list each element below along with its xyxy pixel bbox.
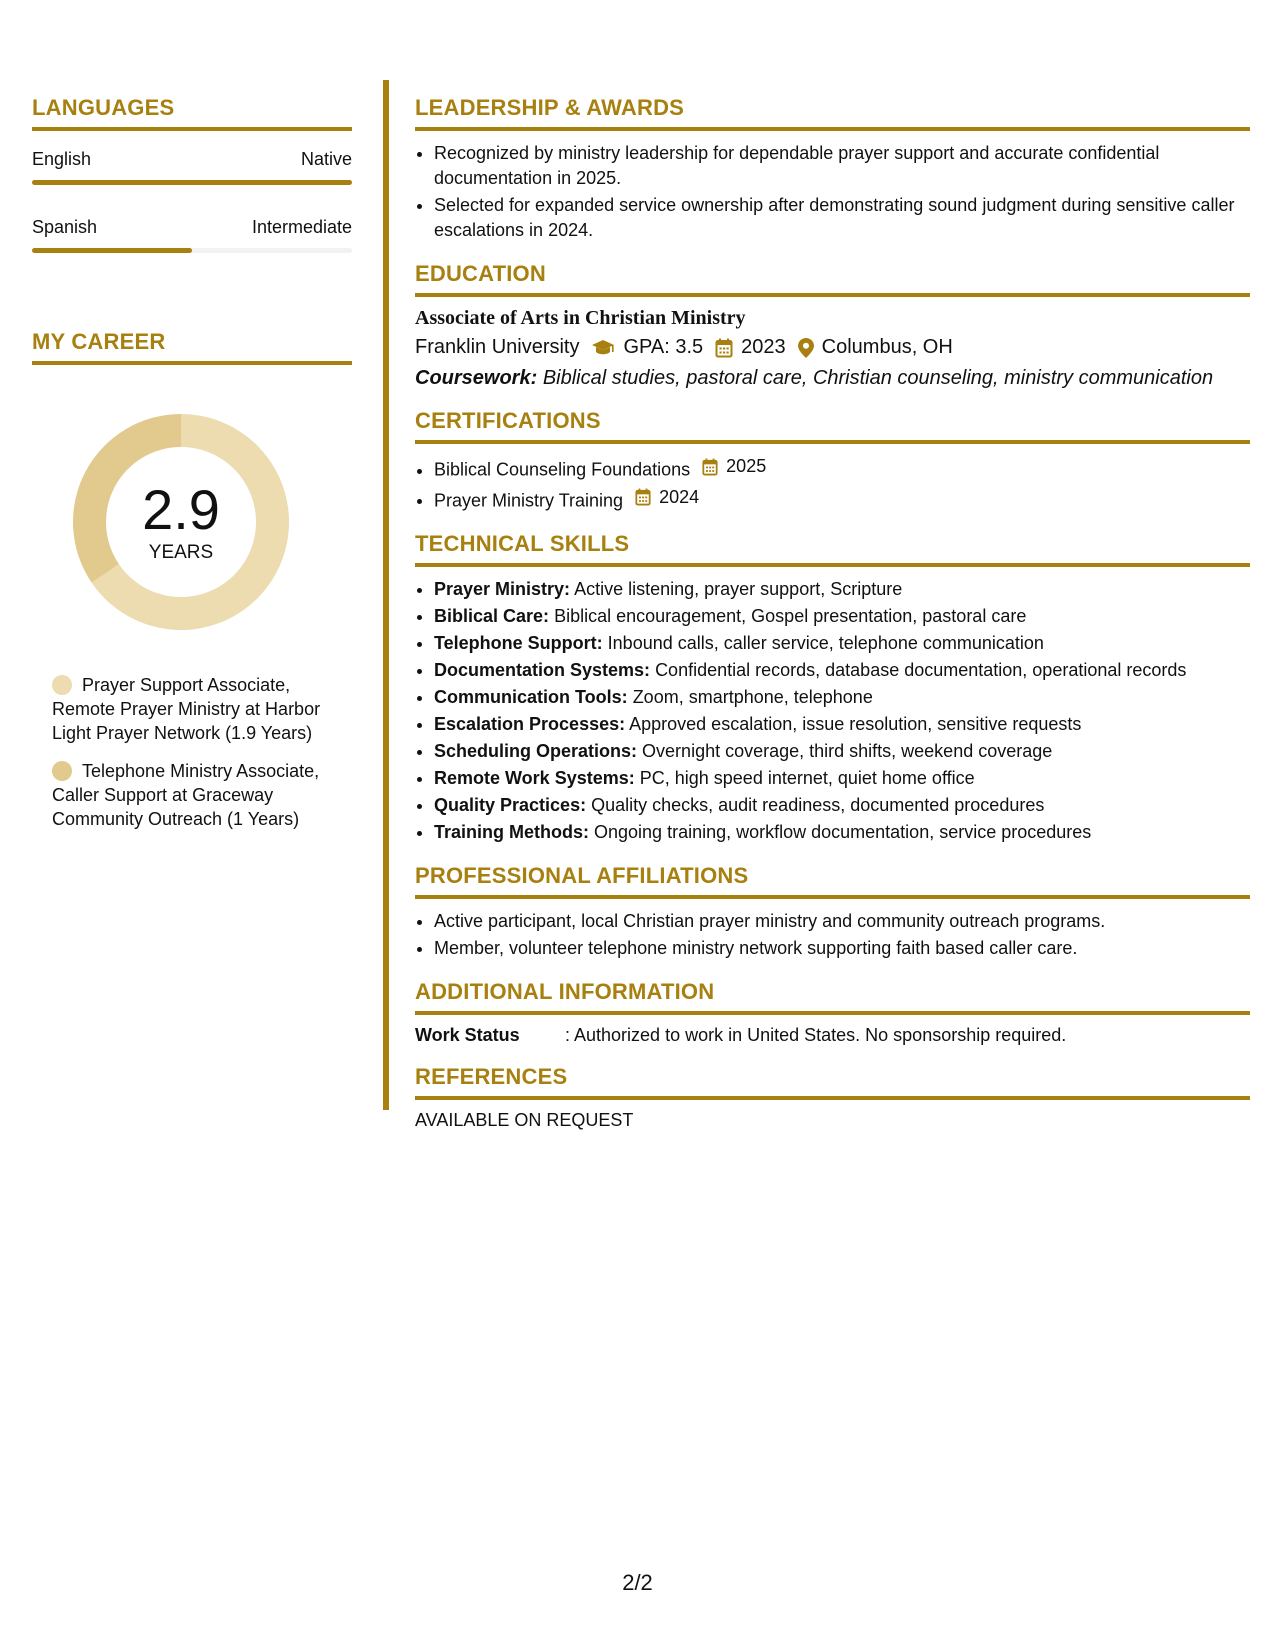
skill-value: Ongoing training, workflow documentation, service procedures bbox=[594, 822, 1092, 842]
affiliations-title: PROFESSIONAL AFFILIATIONS bbox=[415, 863, 1250, 899]
career-legend bbox=[52, 673, 352, 831]
skill-value: Approved escalation, issue resolution, sensitive requests bbox=[629, 714, 1082, 734]
skill-item bbox=[434, 766, 1250, 791]
skills-section bbox=[415, 531, 1250, 845]
skill-label: Biblical Care: bbox=[434, 606, 550, 626]
career-title: MY CAREER bbox=[32, 329, 352, 365]
certification-date bbox=[702, 454, 766, 479]
education-coursework bbox=[415, 367, 1250, 390]
career-legend-item bbox=[52, 759, 352, 831]
language-name: English bbox=[32, 149, 92, 169]
skill-value: Biblical encouragement, Gospel presentation, pastoral care bbox=[554, 606, 1027, 626]
work-status-row bbox=[415, 1025, 1250, 1046]
certification-year: 2025 bbox=[726, 456, 767, 476]
skill-item bbox=[434, 604, 1250, 629]
language-name: Spanish bbox=[32, 217, 98, 237]
references-text: AVAILABLE ON REQUEST bbox=[415, 1110, 634, 1130]
certification-item bbox=[434, 485, 1250, 514]
skill-item bbox=[434, 658, 1250, 683]
skill-value: Inbound calls, caller service, telephone communication bbox=[607, 633, 1044, 653]
skill-value: Zoom, smartphone, telephone bbox=[632, 687, 873, 707]
career-total-value: 2.9 bbox=[142, 478, 220, 541]
location-pin-icon bbox=[798, 338, 814, 358]
coursework-text: Biblical studies, pastoral care, Christian counseling, ministry communication bbox=[542, 367, 1214, 389]
education-gpa: GPA: 3.5 bbox=[623, 336, 704, 358]
education-school: Franklin University bbox=[415, 336, 580, 358]
legend-label: Telephone Ministry Associate, Caller Support at Graceway Community Outreach (1 Years) bbox=[52, 761, 320, 829]
skill-item bbox=[434, 739, 1250, 764]
skill-label: Prayer Ministry: bbox=[434, 579, 571, 599]
education-year: 2023 bbox=[741, 336, 786, 358]
education-degree: Associate of Arts in Christian Ministry bbox=[415, 307, 746, 329]
skill-item bbox=[434, 631, 1250, 656]
language-level: Native bbox=[300, 149, 352, 169]
skills-title: TECHNICAL SKILLS bbox=[415, 531, 1250, 567]
skill-value: PC, high speed internet, quiet home office bbox=[639, 768, 975, 788]
legend-dot-icon bbox=[52, 675, 72, 695]
skills-list bbox=[415, 577, 1250, 845]
legend-label: Prayer Support Associate, Remote Prayer Ministry at Harbor Light Prayer Network (1.9 Years) bbox=[52, 675, 321, 743]
affiliations-list bbox=[415, 909, 1250, 961]
education-section bbox=[415, 261, 1250, 390]
certification-name: Biblical Counseling Foundations bbox=[434, 459, 691, 480]
language-item bbox=[32, 217, 352, 253]
references-title: REFERENCES bbox=[415, 1064, 1250, 1100]
work-status-label: Work Status bbox=[415, 1025, 520, 1045]
language-proficiency-bar bbox=[32, 248, 352, 253]
legend-dot-icon bbox=[52, 761, 72, 781]
skill-label: Training Methods: bbox=[434, 822, 589, 842]
career-donut-chart bbox=[66, 407, 296, 637]
left-column bbox=[32, 95, 352, 845]
skill-label: Documentation Systems: bbox=[434, 660, 651, 680]
language-proficiency-fill bbox=[32, 180, 352, 185]
education-meta bbox=[415, 336, 1250, 359]
skill-value: Overnight coverage, third shifts, weekend coverage bbox=[642, 741, 1053, 761]
language-row bbox=[32, 217, 352, 238]
skill-item bbox=[434, 793, 1250, 818]
additional-section bbox=[415, 979, 1250, 1046]
language-proficiency-fill bbox=[32, 248, 192, 253]
leadership-list bbox=[415, 141, 1250, 243]
skill-value: Quality checks, audit readiness, documented procedures bbox=[591, 795, 1045, 815]
column-divider bbox=[383, 80, 389, 1110]
career-total-unit: YEARS bbox=[148, 542, 214, 563]
leadership-section bbox=[415, 95, 1250, 243]
page-number: 2/2 bbox=[622, 1570, 653, 1595]
certifications-list bbox=[415, 454, 1250, 513]
certification-year: 2024 bbox=[659, 486, 700, 507]
skill-label: Quality Practices: bbox=[434, 795, 587, 815]
leadership-title: LEADERSHIP & AWARDS bbox=[415, 95, 1250, 131]
skill-value: Confidential records, database documentation, operational records bbox=[655, 660, 1187, 680]
list-item: • Selected for expanded service ownership after demonstrating sound judgment during sensitive caller escalations in 2024. bbox=[434, 193, 1250, 243]
calendar-icon bbox=[715, 338, 733, 358]
additional-title: ADDITIONAL INFORMATION bbox=[415, 979, 1250, 1015]
calendar-icon bbox=[635, 488, 655, 506]
skill-label: Communication Tools: bbox=[434, 687, 628, 707]
career-legend-item bbox=[52, 673, 352, 745]
education-location: Columbus, OH bbox=[821, 336, 953, 358]
skill-value: Active listening, prayer support, Scripture bbox=[574, 579, 903, 599]
list-item: • Recognized by ministry leadership for dependable prayer support and accurate confidential documentation in 2025. bbox=[434, 141, 1250, 191]
languages-title: LANGUAGES bbox=[32, 95, 352, 131]
list-item: • Member, volunteer telephone ministry network supporting faith based caller care. bbox=[434, 936, 1250, 961]
right-column bbox=[415, 95, 1250, 1149]
languages-list bbox=[32, 149, 352, 253]
coursework-label: Coursework: bbox=[415, 367, 538, 389]
certification-date bbox=[635, 485, 699, 510]
certifications-title: CERTIFICATIONS bbox=[415, 408, 1250, 444]
skill-label: Telephone Support: bbox=[434, 633, 603, 653]
calendar-icon bbox=[702, 458, 722, 476]
language-row bbox=[32, 149, 352, 170]
skill-item bbox=[434, 577, 1250, 602]
skill-label: Escalation Processes: bbox=[434, 714, 626, 734]
graduation-cap-icon bbox=[591, 339, 615, 357]
list-item: • Active participant, local Christian prayer ministry and community outreach programs. bbox=[434, 909, 1250, 934]
references-section bbox=[415, 1064, 1250, 1131]
certification-item bbox=[434, 454, 1250, 483]
skill-item bbox=[434, 820, 1250, 845]
skill-item bbox=[434, 685, 1250, 710]
language-item bbox=[32, 149, 352, 185]
skill-label: Remote Work Systems: bbox=[434, 768, 635, 788]
language-level: Intermediate bbox=[251, 217, 352, 237]
education-title: EDUCATION bbox=[415, 261, 1250, 297]
certifications-section bbox=[415, 408, 1250, 513]
skill-item bbox=[434, 712, 1250, 737]
work-status-value: : Authorized to work in United States. No sponsorship required. bbox=[565, 1025, 1067, 1045]
language-proficiency-bar bbox=[32, 180, 352, 185]
affiliations-section bbox=[415, 863, 1250, 961]
certification-name: Prayer Ministry Training bbox=[434, 490, 624, 510]
skill-label: Scheduling Operations: bbox=[434, 741, 638, 761]
donut-center bbox=[66, 407, 296, 637]
